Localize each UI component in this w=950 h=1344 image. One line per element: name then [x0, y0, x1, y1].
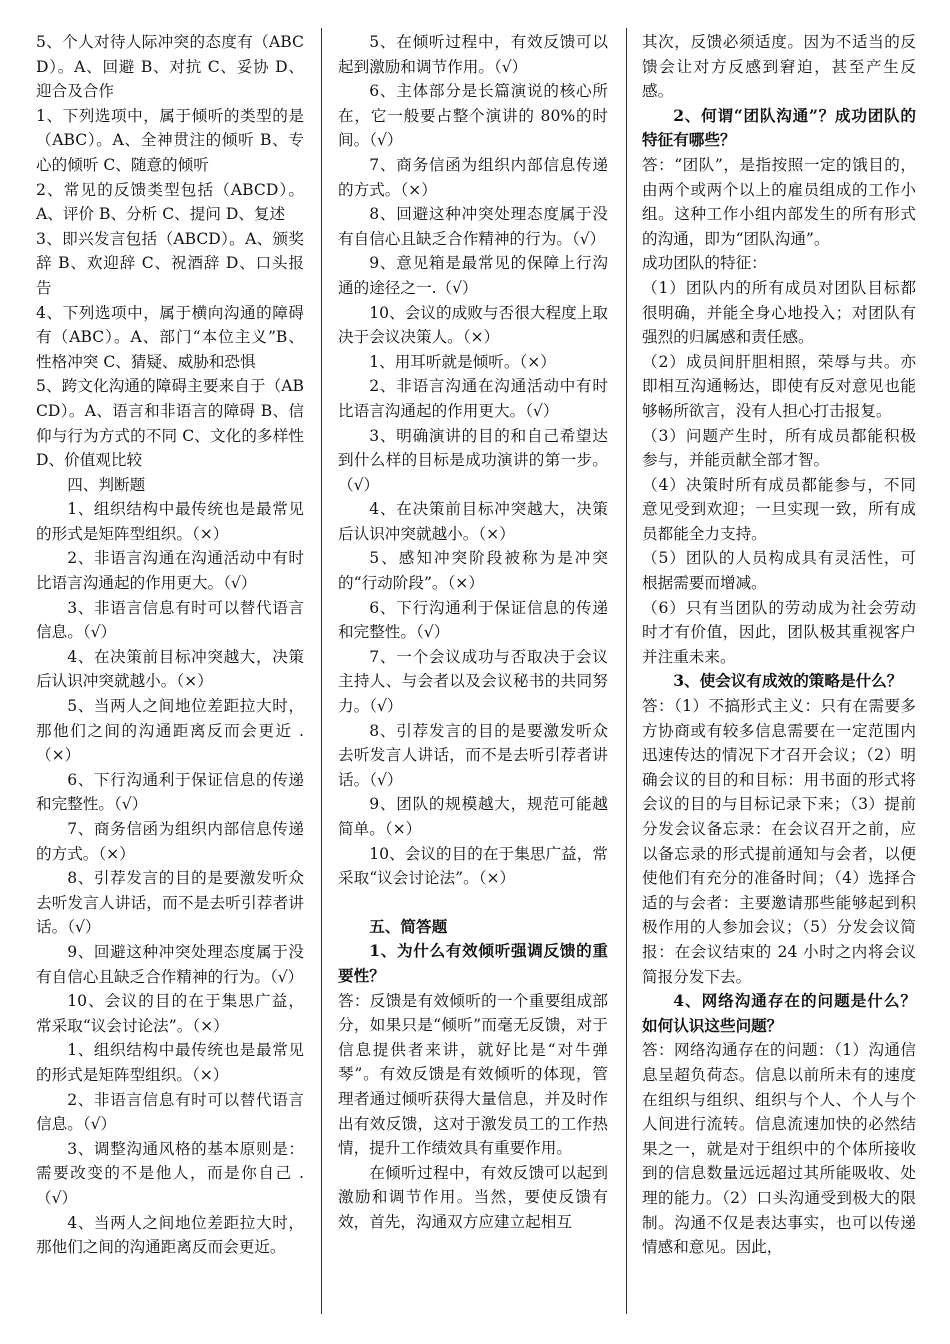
paragraph: 2、常见的反馈类型包括（ABCD）。A、评价 B、分析 C、提问 D、复述: [36, 180, 304, 224]
paragraph: 8、引荐发言的目的是要激发听众去听发言人讲话，而不是去听引荐者讲话。（√）: [36, 869, 304, 937]
paragraph: 4、在决策前目标冲突越大，决策后认识冲突就越小。（×）: [36, 647, 304, 691]
column-divider-right: [626, 28, 627, 1314]
paragraph: 2、非语言沟通在沟通活动中有时比语言沟通起的作用更大。（√）: [338, 377, 608, 420]
column-middle: [338, 30, 608, 1320]
paragraph: 3、即兴发言包括（ABCD）。A、颁奖辞 B、欢迎辞 C、祝酒辞 D、口头报告: [36, 229, 304, 297]
paragraph: 1、下列选项中，属于倾听的类型的是（ABC）。A、全神贯注的倾听 B、专心的倾听 C、随意的倾听: [36, 106, 304, 174]
paragraph: （6）只有当团队的劳动成为社会劳动时才有价值，因此，团队极其重视客户并注重未来。: [642, 598, 916, 666]
section-heading: 3、使会议有成效的策略是什么？: [673, 671, 903, 691]
paragraph: 8、回避这种冲突处理态度属于没有自信心且缺乏合作精神的行为。（√）: [338, 205, 608, 248]
paragraph: 5、在倾听过程中，有效反馈可以起到激励和调节作用。（√）: [338, 33, 608, 76]
paragraph: 5、个人对待人际冲突的态度有（ABCD）。A、回避 B、对抗 C、妥协 D、迎合及合作: [36, 33, 304, 101]
blank-line: [338, 891, 608, 915]
section-heading: 五、简答题: [369, 916, 448, 936]
paragraph: 答：反馈是有效倾听的一个重要组成部分，如果只是“倾听”而毫无反馈，对于信息提供者来讲，就好比是“对牛弹琴”。有效反馈是有效倾听的体现，管理者通过倾听获得大量信息，并及时作出有效反馈，这对于激发员工的工作热情，提升工作绩效具有重要作用。: [338, 991, 608, 1158]
paragraph: 9、回避这种冲突处理态度属于没有自信心且缺乏合作精神的行为。（√）: [36, 942, 304, 986]
section-heading: 2、何谓“团队沟通”？成功团队的特征有哪些？: [642, 105, 916, 150]
paragraph: 8、引荐发言的目的是要激发听众去听发言人讲话，而不是去听引荐者讲话。（√）: [338, 721, 608, 789]
paragraph: 3、调整沟通风格的基本原则是：需要改变的不是他人，而是你自己 .（√）: [36, 1139, 304, 1207]
paragraph: 成功团队的特征：: [642, 254, 767, 273]
paragraph: 2、非语言沟通在沟通活动中有时比语言沟通起的作用更大。（√）: [36, 549, 304, 593]
paragraph: 7、商务信函为组织内部信息传递的方式。（×）: [36, 820, 304, 863]
paragraph: 答：网络沟通存在的问题：（1）沟通信息呈超负荷态。信息以前所未有的速度在组织与组织、组织与个人、个人与个人间进行流转。信息流速加快的必然结果之一，就是对于组织中的个体所接收到的信息数量远远超过其所能吸收、处理的能力。（2）口头沟通受到极大的限制。沟通不仅是表达事实，也可以传递情感和意见。因此，: [642, 1041, 916, 1257]
paragraph: （2）成员间肝胆相照，荣辱与共。亦即相互沟通畅达，即使有反对意见也能够畅所欲言，没有人担心打击报复。: [642, 352, 916, 420]
column-right: [642, 30, 916, 1320]
paragraph: 5、跨文化沟通的障碍主要来自于（ABCD）。A、语言和非语言的障碍 B、信仰与行为方式的不同 C、文化的多样性 D、价值观比较: [36, 377, 304, 470]
paragraph: 4、在决策前目标冲突越大，决策后认识冲突就越小。（×）: [338, 500, 608, 543]
paragraph: 9、团队的规模越大，规范可能越简单。（×）: [338, 795, 608, 838]
paragraph: 答：“团队”，是指按照一定的饿目的，由两个或两个以上的雇员组成的工作小组。这种工作小组内部发生的所有形式的沟通，即为“团队沟通”。: [642, 155, 916, 248]
section-heading: 4、网络沟通存在的问题是什么？如何认识这些问题？: [642, 991, 916, 1035]
paragraph: 1、用耳听就是倾听。（×）: [369, 352, 556, 371]
paragraph: 答：（1）不搞形式主义：只有在需要多方协商或有较多信息需要在一定范围内迅速传达的情况下才召开会议；（2）明确会议的目的和目标：用书面的形式将会议的目的与目标记录下来；（3）提前分发会议备忘录：在会议召开之前，应以备忘录的形式提前通知与会者，以便使他们有充分的准备时间；（4）选择合适的与会者：主要邀请那些能够起到积极作用的人参加会议；（5）分发会议简报：在会议结束的 24 小时之内将会议简报分发下去。: [642, 697, 916, 986]
paragraph: 4、当两人之间地位差距拉大时，那他们之间的沟通距离反而会更近。: [36, 1213, 304, 1257]
paragraph: 其次，反馈必须适度。因为不适当的反馈会让对方反感到窘迫，甚至产生反感。: [642, 33, 916, 101]
paragraph: 四、判断题: [67, 475, 146, 494]
paragraph: （5）团队的人员构成具有灵活性，可根据需要而增减。: [642, 549, 916, 593]
paragraph: 在倾听过程中，有效反馈可以起到激励和调节作用。当然，要使反馈有效，首先，沟通双方应建立起相互: [338, 1163, 608, 1231]
paragraph: 7、商务信函为组织内部信息传递的方式。（×）: [338, 155, 608, 199]
paragraph: 10、会议的目的在于集思广益，常采取“议会讨论法”。（×）: [338, 844, 608, 888]
paragraph: 6、下行沟通利于保证信息的传递和完整性。（√）: [36, 770, 304, 814]
paragraph: 9、意见箱是最常见的保障上行沟通的途径之一.（√）: [338, 254, 608, 297]
paragraph: 5、当两人之间地位差距拉大时，那他们之间的沟通距离反而会更近 .（×）: [36, 697, 304, 765]
paragraph: 1、组织结构中最传统也是最常见的形式是矩阵型组织。（×）: [36, 500, 304, 543]
paragraph: 6、主体部分是长篇演说的核心所在，它一般要占整个演讲的 80%的时间。（√）: [338, 82, 608, 150]
paragraph: 10、会议的成败与否很大程度上取决于会议决策人。（×）: [338, 303, 608, 347]
paragraph: （4）决策时所有成员都能参与，不同意见受到欢迎；一旦实现一致，所有成员都能全力支持。: [642, 475, 916, 543]
paragraph: （1）团队内的所有成员对团队目标都很明确，并能全身心地投入；对团队有强烈的归属感和责任感。: [642, 278, 916, 347]
section-heading: 1、为什么有效倾听强调反馈的重要性？: [338, 941, 608, 985]
paragraph: 2、非语言信息有时可以替代语言信息。（√）: [36, 1090, 304, 1134]
paragraph: 1、组织结构中最传统也是最常见的形式是矩阵型组织。（×）: [36, 1041, 304, 1084]
paragraph: （3）问题产生时，所有成员都能积极参与，并能贡献全部才智。: [642, 426, 916, 470]
paragraph: 5、感知冲突阶段被称为是冲突的“行动阶段”。（×）: [338, 549, 608, 593]
paragraph: 10、会议的目的在于集思广益，常采取“议会讨论法”。（×）: [36, 992, 304, 1035]
column-divider-left: [321, 28, 322, 1314]
paragraph: 6、下行沟通利于保证信息的传递和完整性。（√）: [338, 598, 608, 642]
paragraph: 7、一个会议成功与否取决于会议主持人、与会者以及会议秘书的共同努力。（√）: [338, 647, 608, 716]
paragraph: 4、下列选项中，属于横向沟通的障碍有（ABC）。A、部门“本位主义”B、性格冲突 C、猜疑、威胁和恐惧: [36, 303, 304, 371]
column-left: [36, 30, 304, 1320]
paragraph: 3、非语言信息有时可以替代语言信息。（√）: [36, 598, 304, 642]
paragraph: 3、明确演讲的目的和自己希望达到什么样的目标是成功演讲的第一步。（√）: [338, 426, 608, 494]
